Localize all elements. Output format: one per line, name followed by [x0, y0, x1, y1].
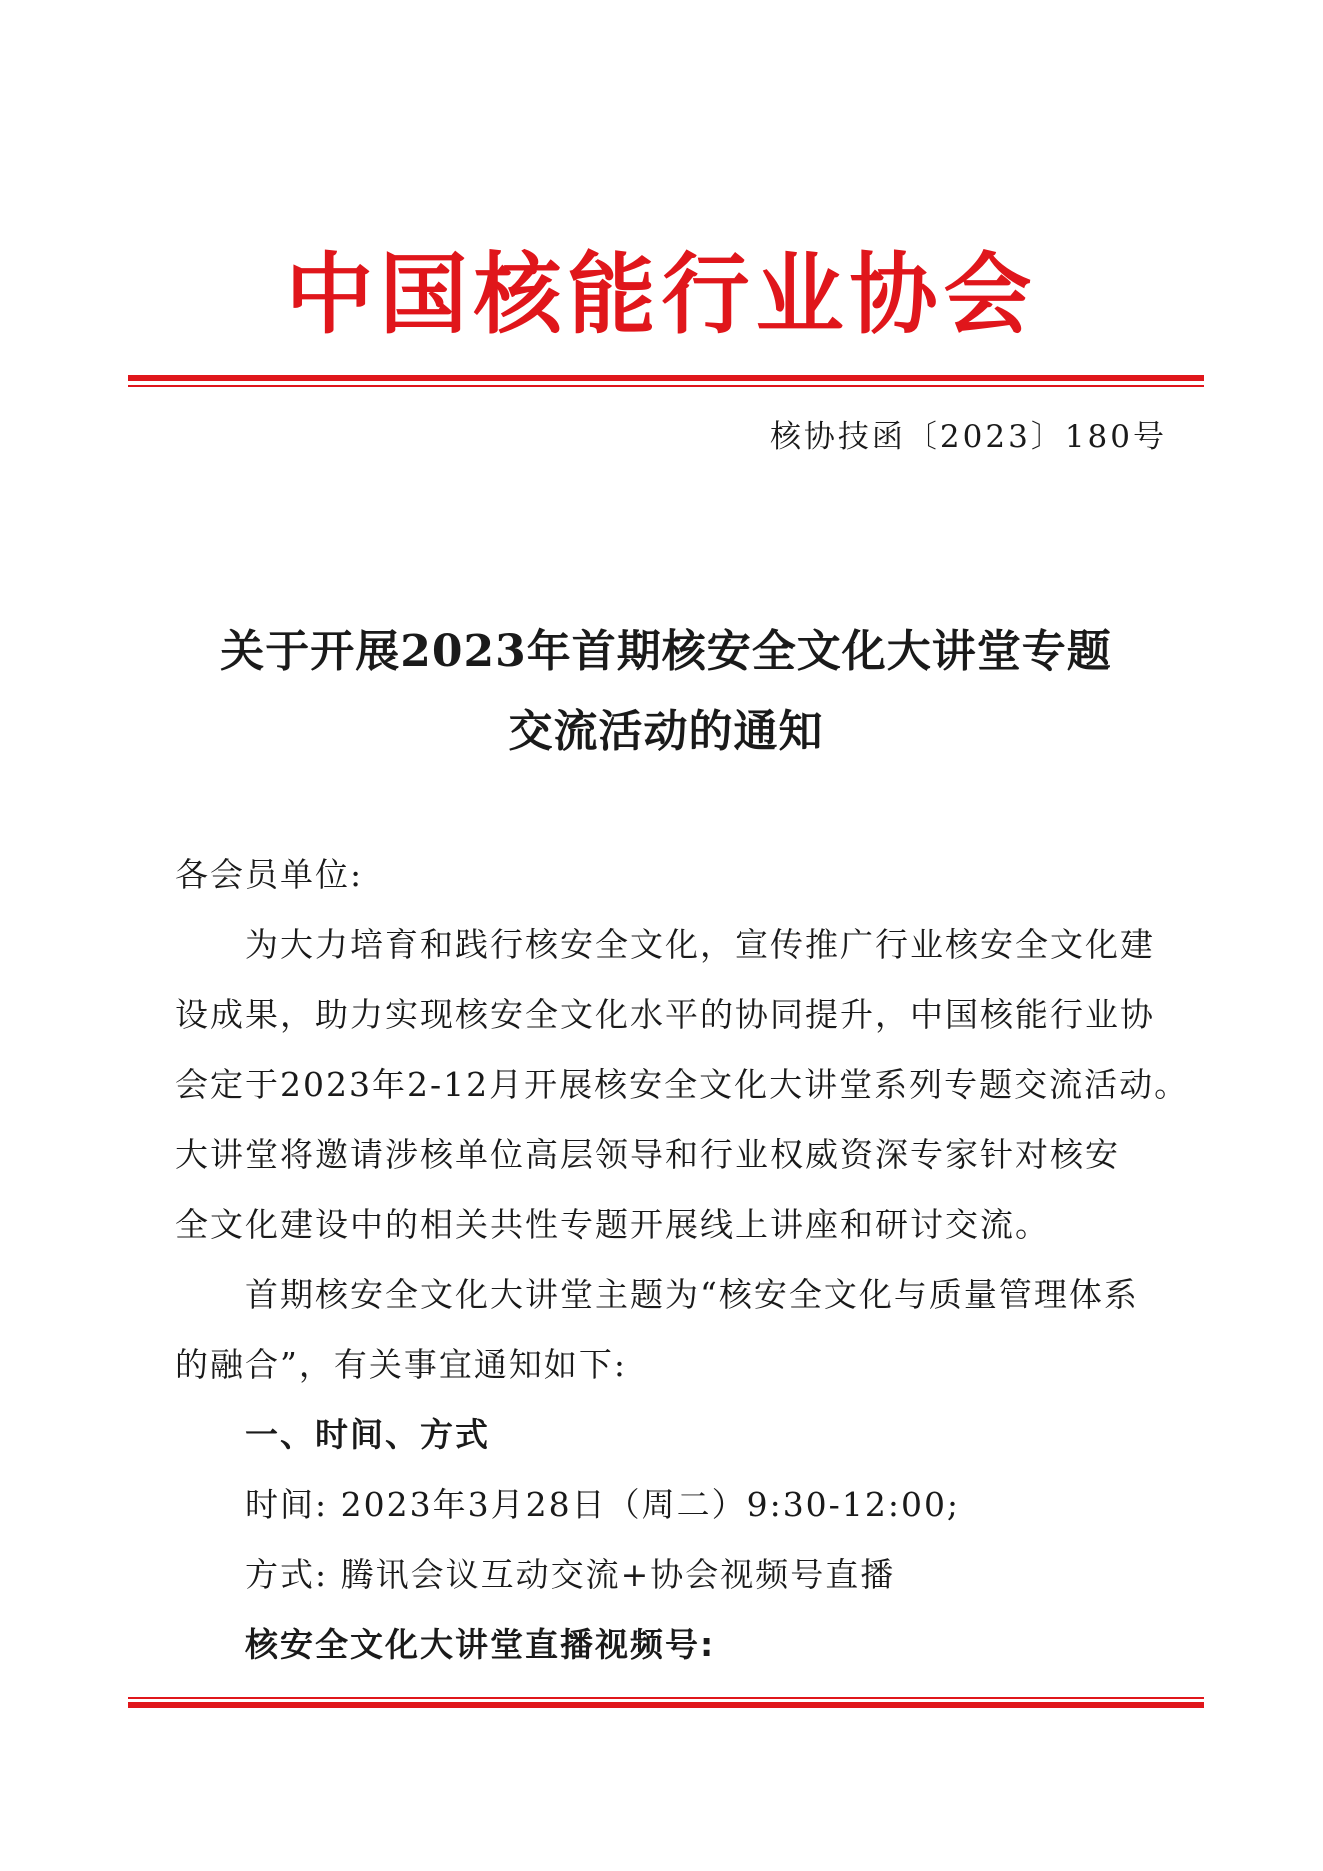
paragraph1-line-2: 设成果，助力实现核安全文化水平的协同提升，中国核能行业协 — [175, 995, 1155, 1034]
header-rule-thin — [128, 385, 1204, 387]
paragraph1-line-1: 为大力培育和践行核安全文化，宣传推广行业核安全文化建 — [245, 925, 1155, 964]
footer-rule-thin — [128, 1697, 1204, 1699]
salutation: 各会员单位: — [175, 855, 364, 894]
footer-rule-thick — [128, 1702, 1204, 1708]
paragraph1-line-3: 会定于2023年2-12月开展核安全文化大讲堂系列专题交流活动。 — [175, 1065, 1190, 1104]
time-line: 时间: 2023年3月28日（周二）9:30-12:00; — [245, 1485, 961, 1524]
paragraph2-line-2: 的融合”，有关事宜通知如下: — [175, 1345, 627, 1384]
document-body — [175, 840, 1190, 1680]
paragraph2-line-1: 首期核安全文化大讲堂主题为“核安全文化与质量管理体系 — [245, 1275, 1139, 1314]
section-heading-time-method: 一、时间、方式 — [245, 1415, 490, 1454]
footer-red-rule — [128, 1697, 1204, 1711]
paragraph1-line-5: 全文化建设中的相关共性专题开展线上讲座和研讨交流。 — [175, 1205, 1050, 1244]
title-line-2: 交流活动的通知 — [508, 706, 824, 757]
live-channel-heading: 核安全文化大讲堂直播视频号: — [245, 1625, 716, 1664]
document-title — [128, 612, 1204, 772]
method-line: 方式: 腾讯会议互动交流+协会视频号直播 — [245, 1555, 896, 1594]
header-red-rule — [128, 375, 1204, 389]
paragraph1-line-4: 大讲堂将邀请涉核单位高层领导和行业权威资深专家针对核安 — [175, 1135, 1120, 1174]
header-rule-thick — [128, 375, 1204, 381]
title-line-1: 关于开展2023年首期核安全文化大讲堂专题 — [220, 626, 1112, 677]
document-number: 核协技函〔2023〕180号 — [769, 419, 1167, 455]
organization-masthead: 中国核能行业协会 — [285, 243, 1038, 346]
